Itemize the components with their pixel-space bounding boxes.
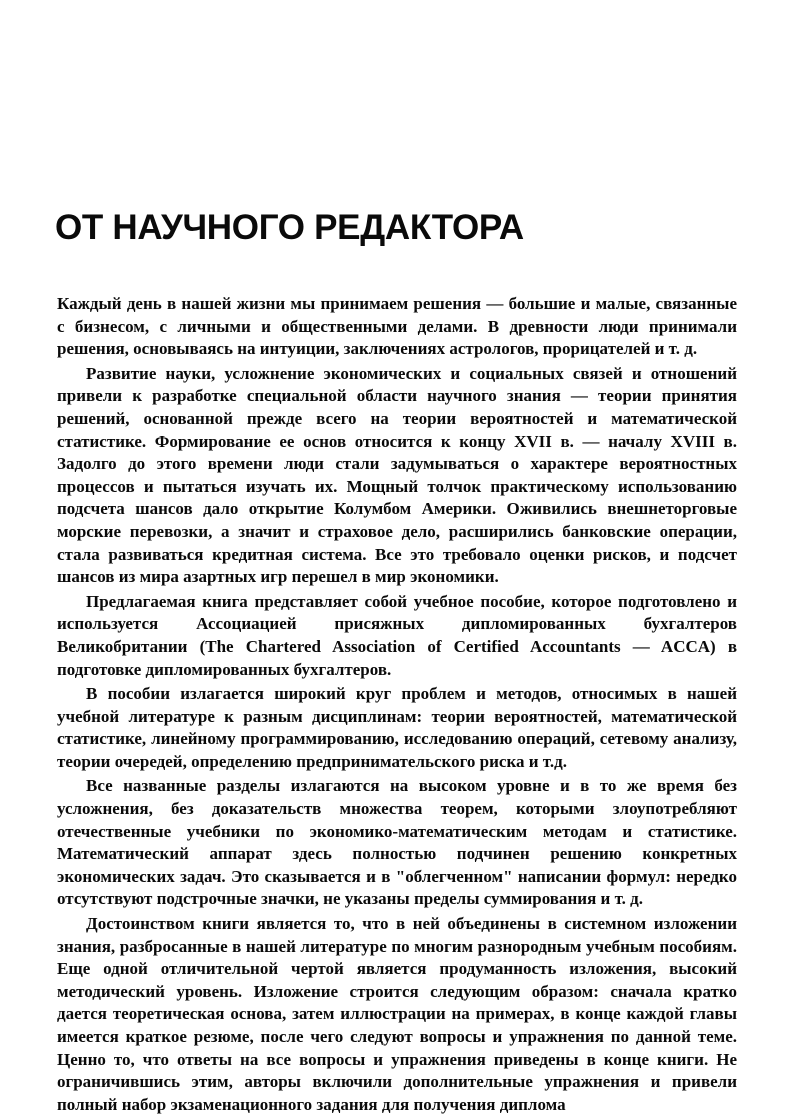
- page-title: ОТ НАУЧНОГО РЕДАКТОРА: [55, 208, 524, 247]
- body-text: [57, 293, 737, 1118]
- paragraph: Развитие науки, усложнение экономических и социальных связей и отношений привели к разработке специальной области научного знания — теории принятия решений, основанной прежде всего на теории вероятностей и математической статистике. Формирование ее основ относится к концу XVII в. — началу XVIII в. Задолго до этого времени люди стали задумываться о характере вероятностных процессов и пытаться изучать их. Мощный толчок практическому использованию подсчета шансов дало открытие Колумбом Америки. Оживились внешнеторговые морские перевозки, а значит и страховое дело, расширились банковские операции, стала развиваться кредитная система. Все это требовало оценки рисков, и подсчет шансов из мира азартных игр перешел в мир экономики.: [57, 363, 737, 587]
- paragraph: Достоинством книги является то, что в ней объединены в системном изложении знания, разбросанные в нашей литературе по многим разнородным учебным пособиям. Еще одной отличительной чертой является продуманность изложения, высокий методический уровень. Изложение строится следующим образом: сначала кратко дается теоретическая основа, затем иллюстрации на примерах, в конце каждой главы имеется краткое резюме, после чего следуют вопросы и упражнения по данной теме. Ценно то, что ответы на все вопросы и упражнения приведены в конце книги. Не ограничившись этим, авторы включили дополнительные упражнения и привели полный набор экзаменационного задания для получения диплома: [57, 914, 737, 1114]
- paragraph: В пособии излагается широкий круг проблем и методов, относимых в нашей учебной литературе к разным дисциплинам: теории вероятностей, математической статистике, линейному программированию, исследованию операций, сетевому анализу, теории очередей, определению предпринимательского риска и т.д.: [57, 684, 737, 771]
- paragraph: Все названные разделы излагаются на высоком уровне и в то же время без усложнения, без доказательств множества теорем, которыми злоупотребляют отечественные учебники по экономико-математическим методам и статистике. Математический аппарат здесь полностью подчинен решению конкретных экономических задач. Это сказывается и в "облегченном" написании формул: нередко отсутствуют подстрочные значки, не указаны пределы суммирования и т. д.: [57, 776, 737, 909]
- paragraph: Каждый день в нашей жизни мы принимаем решения — большие и малые, связанные с бизнесом, с личными и общественными делами. В древности люди принимали решения, основываясь на интуиции, заключениях астрологов, прорицателей и т. д.: [57, 294, 737, 359]
- paragraph: Предлагаемая книга представляет собой учебное пособие, которое подготовлено и используется Ассоциацией присяжных дипломированных бухгалтеров Великобритании (The Chartered Association of Certified Accountants — ACCA) в подготовке дипломированных бухгалтеров.: [57, 591, 737, 679]
